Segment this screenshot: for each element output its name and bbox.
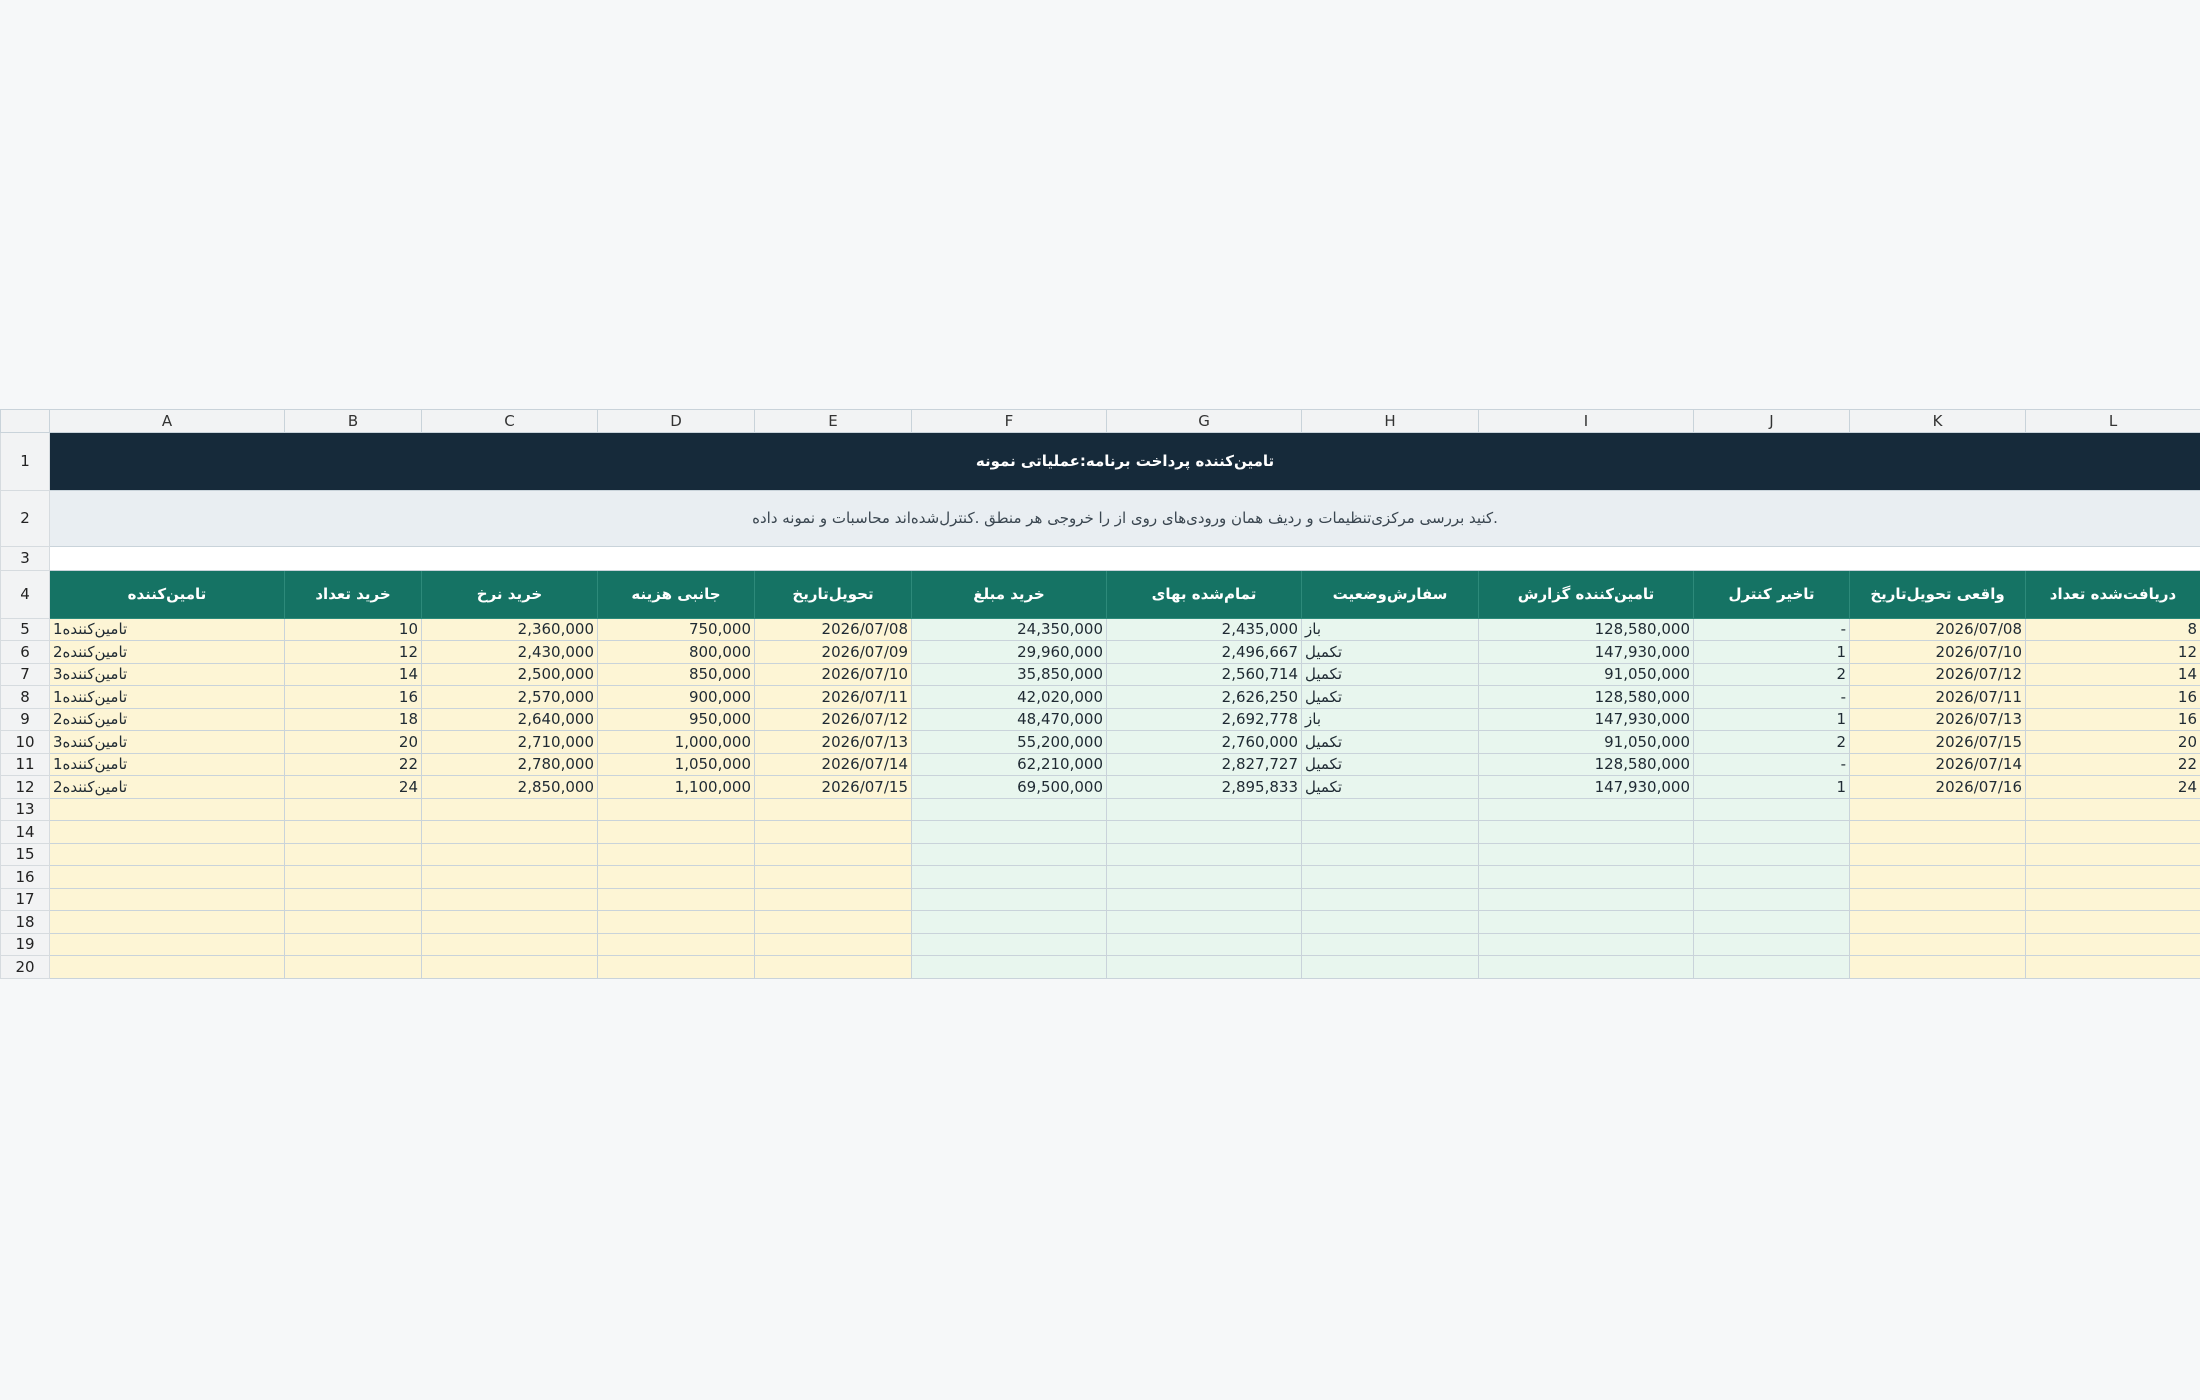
table-cell[interactable]: 18 xyxy=(285,708,422,731)
table-cell[interactable]: - xyxy=(1694,753,1850,776)
empty-cell[interactable] xyxy=(422,888,598,911)
empty-row xyxy=(1,798,2200,821)
empty-cell[interactable] xyxy=(422,956,598,979)
empty-cell[interactable] xyxy=(1850,798,2026,821)
empty-cell[interactable] xyxy=(1850,866,2026,889)
column-header-e[interactable]: E xyxy=(755,410,912,433)
empty-cell[interactable] xyxy=(1302,821,1479,844)
empty-cell[interactable] xyxy=(285,798,422,821)
table-cell[interactable]: 2,895,833 xyxy=(1107,776,1302,799)
empty-cell[interactable] xyxy=(1107,866,1302,889)
empty-row xyxy=(1,956,2200,979)
empty-cell[interactable] xyxy=(422,843,598,866)
row-number[interactable]: 20 xyxy=(1,956,50,979)
empty-cell[interactable] xyxy=(1850,843,2026,866)
table-cell[interactable]: 2026/07/11 xyxy=(1850,686,2026,709)
empty-cell[interactable] xyxy=(755,911,912,934)
table-row xyxy=(1,776,2200,799)
table-cell[interactable]: 2026/07/14 xyxy=(755,753,912,776)
table-cell[interactable]: 2,570,000 xyxy=(422,686,598,709)
empty-cell[interactable] xyxy=(50,843,285,866)
empty-cell[interactable] xyxy=(50,866,285,889)
row-number[interactable]: 1 xyxy=(1,432,50,490)
empty-cell[interactable] xyxy=(1694,821,1850,844)
table-cell[interactable]: 10 xyxy=(285,618,422,641)
row-number[interactable]: 5 xyxy=(1,618,50,641)
table-row xyxy=(1,753,2200,776)
table-row xyxy=(1,663,2200,686)
empty-cell[interactable] xyxy=(50,888,285,911)
row-number[interactable]: 13 xyxy=(1,798,50,821)
empty-cell[interactable] xyxy=(755,843,912,866)
table-cell[interactable]: 2تامین‌کننده xyxy=(50,708,285,731)
table-cell[interactable]: 2,500,000 xyxy=(422,663,598,686)
row-number[interactable]: 16 xyxy=(1,866,50,889)
table-row xyxy=(1,708,2200,731)
empty-cell[interactable] xyxy=(285,911,422,934)
column-header-c[interactable]: C xyxy=(422,410,598,433)
table-cell[interactable]: 2,640,000 xyxy=(422,708,598,731)
empty-cell[interactable] xyxy=(285,821,422,844)
table-cell[interactable]: 2026/07/15 xyxy=(1850,731,2026,754)
column-title[interactable]: تاخیر کنترل xyxy=(1694,570,1850,618)
table-cell[interactable]: 1 xyxy=(1694,708,1850,731)
empty-cell[interactable] xyxy=(598,866,755,889)
table-cell[interactable]: 2 xyxy=(1694,663,1850,686)
table-cell[interactable]: 1تامین‌کننده xyxy=(50,686,285,709)
table-cell[interactable]: تکمیل xyxy=(1302,641,1479,664)
table-cell[interactable]: 29,960,000 xyxy=(912,641,1107,664)
row-number[interactable]: 12 xyxy=(1,776,50,799)
empty-cell[interactable] xyxy=(1107,956,1302,979)
column-title[interactable]: تامین‌کننده xyxy=(50,570,285,618)
table-row xyxy=(1,641,2200,664)
table-cell[interactable]: 2026/07/09 xyxy=(755,641,912,664)
row-number[interactable]: 18 xyxy=(1,911,50,934)
table-cell[interactable]: 20 xyxy=(2026,731,2200,754)
row-number[interactable]: 9 xyxy=(1,708,50,731)
table-cell[interactable]: 3تامین‌کننده xyxy=(50,731,285,754)
table-cell[interactable]: 147,930,000 xyxy=(1479,708,1694,731)
table-cell[interactable]: 2,827,727 xyxy=(1107,753,1302,776)
empty-cell[interactable] xyxy=(1479,956,1694,979)
table-cell[interactable]: 128,580,000 xyxy=(1479,753,1694,776)
empty-cell[interactable] xyxy=(1107,911,1302,934)
table-cell[interactable]: 1,100,000 xyxy=(598,776,755,799)
empty-cell[interactable] xyxy=(755,798,912,821)
table-cell[interactable]: 2,780,000 xyxy=(422,753,598,776)
table-cell[interactable]: 2026/07/16 xyxy=(1850,776,2026,799)
table-cell[interactable]: 2026/07/15 xyxy=(755,776,912,799)
empty-cell[interactable] xyxy=(422,866,598,889)
table-cell[interactable]: 2تامین‌کننده xyxy=(50,641,285,664)
table-cell[interactable]: 2,710,000 xyxy=(422,731,598,754)
row-number[interactable]: 15 xyxy=(1,843,50,866)
column-header-j[interactable]: J xyxy=(1694,410,1850,433)
table-cell[interactable]: 91,050,000 xyxy=(1479,663,1694,686)
empty-cell[interactable] xyxy=(1302,843,1479,866)
table-cell[interactable]: 1 xyxy=(1694,776,1850,799)
empty-cell[interactable] xyxy=(422,821,598,844)
table-cell[interactable]: 69,500,000 xyxy=(912,776,1107,799)
table-cell[interactable]: 42,020,000 xyxy=(912,686,1107,709)
table-cell[interactable]: تکمیل xyxy=(1302,686,1479,709)
empty-row xyxy=(1,933,2200,956)
table-cell[interactable]: 2026/07/12 xyxy=(1850,663,2026,686)
row-number[interactable]: 3 xyxy=(1,546,50,570)
empty-cell[interactable] xyxy=(50,911,285,934)
empty-cell[interactable] xyxy=(50,956,285,979)
table-cell[interactable]: 128,580,000 xyxy=(1479,686,1694,709)
empty-cell[interactable] xyxy=(598,843,755,866)
empty-cell[interactable] xyxy=(912,911,1107,934)
sheet-grid xyxy=(0,409,2200,979)
column-title[interactable]: خرید مبلغ xyxy=(912,570,1107,618)
table-cell[interactable]: - xyxy=(1694,618,1850,641)
column-header-d[interactable]: D xyxy=(598,410,755,433)
table-cell[interactable]: 14 xyxy=(285,663,422,686)
table-cell[interactable]: 2026/07/13 xyxy=(1850,708,2026,731)
column-title[interactable]: سفارش‌وضعیت xyxy=(1302,570,1479,618)
empty-cell[interactable] xyxy=(50,798,285,821)
table-cell[interactable]: 24 xyxy=(2026,776,2200,799)
empty-cell[interactable] xyxy=(1107,843,1302,866)
table-cell[interactable]: 2,760,000 xyxy=(1107,731,1302,754)
table-cell[interactable]: 55,200,000 xyxy=(912,731,1107,754)
column-header-b[interactable]: B xyxy=(285,410,422,433)
column-title[interactable]: خرید نرخ xyxy=(422,570,598,618)
empty-cell[interactable] xyxy=(1479,933,1694,956)
column-header-a[interactable]: A xyxy=(50,410,285,433)
empty-cell[interactable] xyxy=(598,888,755,911)
table-cell[interactable]: 16 xyxy=(2026,708,2200,731)
sheet-title[interactable]: تامین‌کننده پرداخت برنامه:عملیاتی نمونه xyxy=(50,432,2200,490)
column-title[interactable]: تامین‌کننده گزارش xyxy=(1479,570,1694,618)
column-header-g[interactable]: G xyxy=(1107,410,1302,433)
table-cell[interactable]: 2026/07/14 xyxy=(1850,753,2026,776)
row-number[interactable]: 17 xyxy=(1,888,50,911)
empty-cell[interactable] xyxy=(1850,933,2026,956)
table-cell[interactable]: 2026/07/12 xyxy=(755,708,912,731)
sheet-note[interactable]: .کنید بررسی مرکزی‌تنظیمات و ردیف همان ورودی‌های روی از را خروجی هر منطق .کنترل‌شده‌اند محاسبات و نمونه داده xyxy=(50,490,2200,546)
column-header-i[interactable]: I xyxy=(1479,410,1694,433)
empty-cell[interactable] xyxy=(1479,843,1694,866)
table-row xyxy=(1,731,2200,754)
empty-cell[interactable] xyxy=(1694,911,1850,934)
empty-cell[interactable] xyxy=(422,911,598,934)
empty-cell[interactable] xyxy=(1107,888,1302,911)
select-all-corner[interactable] xyxy=(1,410,50,433)
table-cell[interactable]: 147,930,000 xyxy=(1479,641,1694,664)
table-cell[interactable]: 2,850,000 xyxy=(422,776,598,799)
table-cell[interactable]: تکمیل xyxy=(1302,731,1479,754)
empty-cell[interactable] xyxy=(2026,888,2200,911)
empty-cell[interactable] xyxy=(598,956,755,979)
empty-cell[interactable] xyxy=(1302,866,1479,889)
empty-cell[interactable] xyxy=(755,821,912,844)
empty-row xyxy=(1,866,2200,889)
table-cell[interactable]: 12 xyxy=(2026,641,2200,664)
empty-cell[interactable] xyxy=(1694,933,1850,956)
table-cell[interactable]: 48,470,000 xyxy=(912,708,1107,731)
table-cell[interactable]: تکمیل xyxy=(1302,776,1479,799)
empty-cell[interactable] xyxy=(598,911,755,934)
column-header-k[interactable]: K xyxy=(1850,410,2026,433)
empty-cell[interactable] xyxy=(1107,821,1302,844)
table-cell[interactable]: 2,360,000 xyxy=(422,618,598,641)
empty-cell[interactable] xyxy=(285,888,422,911)
column-header-row xyxy=(1,410,2200,433)
table-cell[interactable]: 24,350,000 xyxy=(912,618,1107,641)
empty-cell[interactable] xyxy=(1694,866,1850,889)
table-header-row xyxy=(1,570,2200,618)
empty-cell[interactable] xyxy=(912,866,1107,889)
empty-cell[interactable] xyxy=(285,933,422,956)
empty-row xyxy=(1,911,2200,934)
empty-cell[interactable] xyxy=(2026,821,2200,844)
empty-cell[interactable] xyxy=(1694,956,1850,979)
table-cell[interactable]: 8 xyxy=(2026,618,2200,641)
row-number[interactable]: 19 xyxy=(1,933,50,956)
empty-cell[interactable] xyxy=(285,956,422,979)
table-cell[interactable]: 62,210,000 xyxy=(912,753,1107,776)
table-cell[interactable]: 2026/07/11 xyxy=(755,686,912,709)
table-cell[interactable]: باز xyxy=(1302,708,1479,731)
column-title[interactable]: تحویل‌تاریخ xyxy=(755,570,912,618)
empty-cell[interactable] xyxy=(755,866,912,889)
column-title[interactable]: خرید تعداد xyxy=(285,570,422,618)
table-cell[interactable]: 850,000 xyxy=(598,663,755,686)
empty-cell[interactable] xyxy=(912,933,1107,956)
empty-cell[interactable] xyxy=(2026,866,2200,889)
table-cell[interactable]: 24 xyxy=(285,776,422,799)
empty-cell[interactable] xyxy=(1479,798,1694,821)
table-cell[interactable]: 16 xyxy=(285,686,422,709)
empty-cell[interactable] xyxy=(598,798,755,821)
empty-cell[interactable] xyxy=(422,933,598,956)
table-row xyxy=(1,618,2200,641)
table-cell[interactable]: 2,692,778 xyxy=(1107,708,1302,731)
empty-cell[interactable] xyxy=(1850,911,2026,934)
table-cell[interactable]: تکمیل xyxy=(1302,663,1479,686)
column-title[interactable]: دریافت‌شده تعداد xyxy=(2026,570,2200,618)
table-cell[interactable]: 3تامین‌کننده xyxy=(50,663,285,686)
table-cell[interactable]: 2,626,250 xyxy=(1107,686,1302,709)
sheet-row-1 xyxy=(1,432,2200,490)
table-cell[interactable]: تکمیل xyxy=(1302,753,1479,776)
empty-cell[interactable] xyxy=(1694,798,1850,821)
column-title[interactable]: جانبی هزینه xyxy=(598,570,755,618)
empty-cell[interactable] xyxy=(1479,911,1694,934)
empty-cell[interactable] xyxy=(2026,798,2200,821)
table-cell[interactable]: 2026/07/13 xyxy=(755,731,912,754)
empty-cell[interactable] xyxy=(1302,911,1479,934)
row-number[interactable]: 7 xyxy=(1,663,50,686)
table-cell[interactable]: 1,000,000 xyxy=(598,731,755,754)
empty-cell[interactable] xyxy=(598,933,755,956)
empty-cell[interactable] xyxy=(2026,933,2200,956)
table-cell[interactable]: 950,000 xyxy=(598,708,755,731)
table-cell[interactable]: 800,000 xyxy=(598,641,755,664)
empty-row xyxy=(1,888,2200,911)
empty-cell[interactable] xyxy=(912,798,1107,821)
empty-cell[interactable] xyxy=(1107,798,1302,821)
empty-cell[interactable] xyxy=(912,956,1107,979)
table-cell[interactable]: 2 xyxy=(1694,731,1850,754)
empty-cell[interactable] xyxy=(1302,956,1479,979)
table-cell[interactable]: 1 xyxy=(1694,641,1850,664)
table-cell[interactable]: 35,850,000 xyxy=(912,663,1107,686)
table-cell[interactable]: 22 xyxy=(2026,753,2200,776)
table-cell[interactable]: 2026/07/08 xyxy=(1850,618,2026,641)
table-cell[interactable]: 2,435,000 xyxy=(1107,618,1302,641)
row-number[interactable]: 4 xyxy=(1,570,50,618)
empty-cell[interactable] xyxy=(1302,798,1479,821)
empty-cell[interactable] xyxy=(50,821,285,844)
blank-row[interactable] xyxy=(50,546,2200,570)
table-cell[interactable]: 2,560,714 xyxy=(1107,663,1302,686)
column-header-l[interactable]: L xyxy=(2026,410,2200,433)
table-cell[interactable]: 2,430,000 xyxy=(422,641,598,664)
row-number[interactable]: 2 xyxy=(1,490,50,546)
column-title[interactable]: واقعی تحویل‌تاریخ xyxy=(1850,570,2026,618)
row-number[interactable]: 6 xyxy=(1,641,50,664)
empty-cell[interactable] xyxy=(912,843,1107,866)
empty-cell[interactable] xyxy=(755,888,912,911)
table-cell[interactable]: 91,050,000 xyxy=(1479,731,1694,754)
row-number[interactable]: 10 xyxy=(1,731,50,754)
table-cell[interactable]: 2تامین‌کننده xyxy=(50,776,285,799)
empty-cell[interactable] xyxy=(1302,933,1479,956)
table-cell[interactable]: - xyxy=(1694,686,1850,709)
empty-cell[interactable] xyxy=(1479,888,1694,911)
table-cell[interactable]: 22 xyxy=(285,753,422,776)
row-number[interactable]: 14 xyxy=(1,821,50,844)
empty-row xyxy=(1,821,2200,844)
spreadsheet xyxy=(0,409,2200,979)
table-row xyxy=(1,686,2200,709)
table-cell[interactable]: 1تامین‌کننده xyxy=(50,753,285,776)
empty-cell[interactable] xyxy=(912,821,1107,844)
table-cell[interactable]: باز xyxy=(1302,618,1479,641)
empty-cell[interactable] xyxy=(755,956,912,979)
empty-cell[interactable] xyxy=(50,933,285,956)
sheet-row-3 xyxy=(1,546,2200,570)
table-cell[interactable]: 20 xyxy=(285,731,422,754)
table-cell[interactable]: 14 xyxy=(2026,663,2200,686)
empty-cell[interactable] xyxy=(1479,821,1694,844)
table-cell[interactable]: 750,000 xyxy=(598,618,755,641)
column-header-h[interactable]: H xyxy=(1302,410,1479,433)
empty-cell[interactable] xyxy=(2026,956,2200,979)
empty-cell[interactable] xyxy=(285,843,422,866)
column-header-f[interactable]: F xyxy=(912,410,1107,433)
sheet-row-2 xyxy=(1,490,2200,546)
column-title[interactable]: تمام‌شده بهای xyxy=(1107,570,1302,618)
row-number[interactable]: 8 xyxy=(1,686,50,709)
empty-cell[interactable] xyxy=(1479,866,1694,889)
empty-cell[interactable] xyxy=(2026,911,2200,934)
empty-cell[interactable] xyxy=(2026,843,2200,866)
empty-cell[interactable] xyxy=(1694,888,1850,911)
table-cell[interactable]: 2026/07/08 xyxy=(755,618,912,641)
table-cell[interactable]: 16 xyxy=(2026,686,2200,709)
table-cell[interactable]: 1,050,000 xyxy=(598,753,755,776)
empty-cell[interactable] xyxy=(1850,821,2026,844)
empty-cell[interactable] xyxy=(1694,843,1850,866)
table-cell[interactable]: 2,496,667 xyxy=(1107,641,1302,664)
empty-cell[interactable] xyxy=(285,866,422,889)
table-cell[interactable]: 900,000 xyxy=(598,686,755,709)
row-number[interactable]: 11 xyxy=(1,753,50,776)
empty-cell[interactable] xyxy=(912,888,1107,911)
table-cell[interactable]: 2026/07/10 xyxy=(755,663,912,686)
empty-cell[interactable] xyxy=(1850,888,2026,911)
empty-cell[interactable] xyxy=(1107,933,1302,956)
empty-row xyxy=(1,843,2200,866)
empty-cell[interactable] xyxy=(1302,888,1479,911)
table-cell[interactable]: 128,580,000 xyxy=(1479,618,1694,641)
table-cell[interactable]: 1تامین‌کننده xyxy=(50,618,285,641)
empty-cell[interactable] xyxy=(598,821,755,844)
empty-cell[interactable] xyxy=(1850,956,2026,979)
table-cell[interactable]: 147,930,000 xyxy=(1479,776,1694,799)
table-cell[interactable]: 12 xyxy=(285,641,422,664)
empty-cell[interactable] xyxy=(755,933,912,956)
table-cell[interactable]: 2026/07/10 xyxy=(1850,641,2026,664)
empty-cell[interactable] xyxy=(422,798,598,821)
